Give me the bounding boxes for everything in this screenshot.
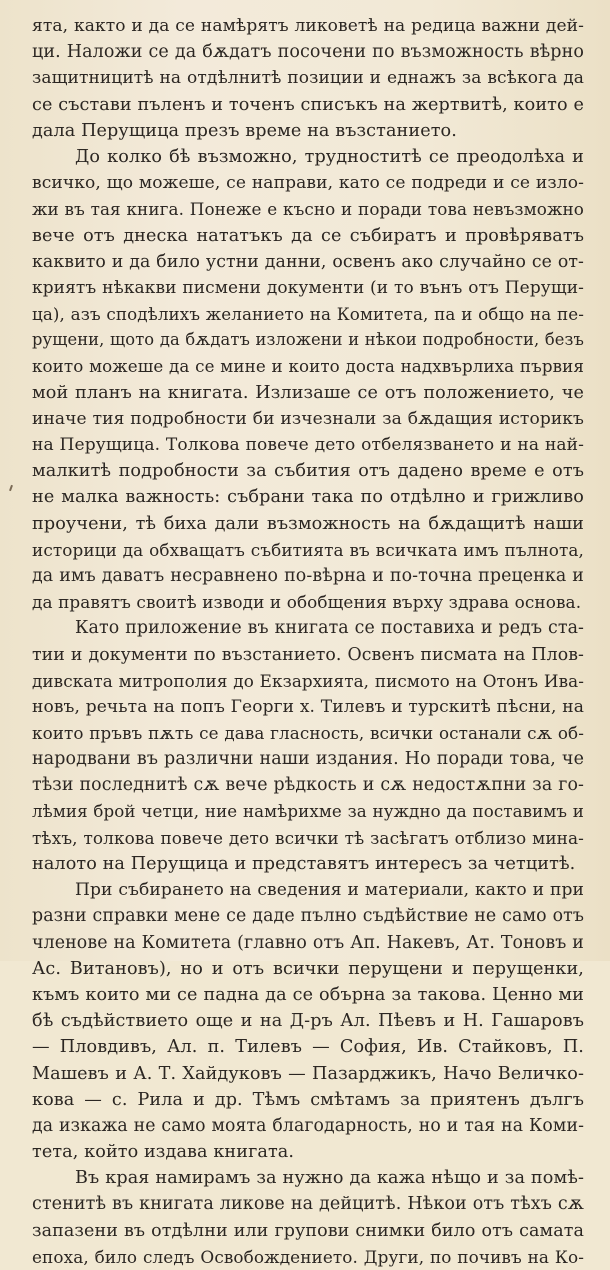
text-line: кова — с. Рила и др. Тѣмъ смѣтамъ за приятенъ дългъ	[32, 1089, 584, 1110]
text-line: мой планъ на книгата. Излизаше се отъ положението, че	[32, 382, 584, 403]
text-line: тѣхъ, толкова повече дето всички тѣ засѣгатъ отблизо мина-	[32, 827, 584, 848]
text-line: ци. Наложи се да бѫдатъ посочени по възможность вѣрно	[32, 42, 584, 63]
text-line: не малка важность: събрани така по отдѣлно и грижливо	[32, 487, 584, 508]
text-line: да правятъ своитѣ изводи и обобщения върху здрава основа.	[32, 592, 582, 613]
text-line: лѣмия брой четци, ние намѣрихме за нуждно да поставимъ и	[32, 801, 584, 821]
text-line: на Перущица. Толкова повече дето отбелязването и на най-	[32, 435, 584, 455]
text-line: стенитѣ въ книгата ликове на дейцитѣ. Нѣкои отъ тѣхъ сѫ	[32, 1194, 584, 1215]
text-line: Въ края намирамъ за нужно да кажа нѣщо и за помѣ-	[75, 1168, 584, 1189]
text-line: Като приложение въ книгата се поставиха и редъ ста-	[75, 618, 584, 639]
text-line: тета, който издава книгата.	[32, 1142, 295, 1163]
text-line: къмъ които ми се падна да се обърна за такова. Ценно ми	[32, 984, 584, 1005]
text-line: вече отъ днеска нататъкъ да се събиратъ и провѣряватъ	[32, 225, 584, 246]
text-line: малкитѣ подробности за събития отъ дадено време е отъ	[32, 461, 584, 482]
text-line: да изкажа не само моята благодарность, но и тая на Коми-	[32, 1115, 584, 1136]
page-text	[32, 13, 584, 1270]
text-line: жи въ тая книга. Понеже е късно и поради това невъзможно	[32, 199, 584, 220]
text-line: рущени, щото да бѫдатъ изложени и нѣкои подробности, безъ	[32, 330, 584, 350]
text-line: епоха, било следъ Освобождението. Други, по почивъ на Ко-	[32, 1246, 584, 1267]
text-line: криятъ нѣкакви писмени документи (и то вънъ отъ Перущи-	[32, 277, 584, 298]
text-line: бѣ съдѣйствието още и на Д-ръ Ал. Пѣевъ и Н. Гашаровъ	[32, 1011, 584, 1032]
text-line: да имъ даватъ несравнено по-вѣрна и по-точна преценка и	[32, 565, 584, 586]
text-line: дала Перущица презъ време на възстанието.	[32, 120, 457, 141]
text-line: — Пловдивъ, Ал. п. Тилевъ — София, Ив. Стайковъ, П.	[32, 1037, 584, 1058]
text-line: иначе тия подробности би изчезнали за бѫдащия историкъ	[32, 408, 584, 429]
text-line: всичко, що можеше, се направи, като се подреди и се изло-	[32, 173, 584, 194]
text-line: ца), азъ сподѣлихъ желанието на Комитета, па и общо на пе-	[32, 304, 584, 325]
text-line: Ас. Витановъ), но и отъ всички перущени и перущенки,	[32, 958, 584, 979]
text-line: налото на Перущица и представятъ интересъ за четцитѣ.	[32, 854, 576, 874]
text-line: народвани въ различни наши издания. Но поради това, че	[32, 749, 584, 770]
text-line: се състави пъленъ и точенъ списъкъ на жертвитѣ, които е	[32, 94, 584, 115]
text-line: запазени въ отдѣлни или групови снимки било отъ самата	[32, 1220, 584, 1241]
text-line: ята, както и да се намѣрятъ ликоветѣ на редица важни дей-	[32, 16, 584, 36]
text-line: които пръвъ пѫть се дава гласность, всички останали сѫ об-	[32, 723, 584, 744]
text-line: новъ, речьта на попъ Георги х. Тилевъ и турскитѣ пѣсни, на	[32, 696, 584, 717]
text-line: тѣзи последнитѣ сѫ вече рѣдкость и сѫ недостѫпни за го-	[32, 775, 584, 796]
text-line: Машевъ и А. Т. Хайдуковъ — Пазарджикъ, Начо Величко-	[32, 1063, 584, 1084]
text-line: членове на Комитета (главно отъ Ап. Накевъ, Ат. Тоновъ и	[32, 932, 584, 953]
text-line: разни справки мене се даде пълно съдѣйствие не само отъ	[32, 906, 584, 927]
text-line: тии и документи по възстанието. Освенъ писмата на Плов-	[32, 644, 584, 665]
text-line: които можеше да се мине и които доста надхвърлиха първия	[32, 356, 584, 377]
text-line: дивската митрополия до Екзархията, писмото на Отонъ Ива-	[32, 670, 584, 691]
margin-mark	[9, 485, 13, 491]
text-line: проучени, тѣ биха дали възможность на бѫдащитѣ наши	[32, 513, 584, 534]
text-line: До колко бѣ възможно, трудноститѣ се преодолѣха и	[75, 146, 584, 167]
text-line: защитницитѣ на отдѣлнитѣ позиции и еднажъ за всѣкога да	[32, 68, 584, 89]
text-line: каквито и да било устни данни, освенъ ако случайно се от-	[32, 251, 584, 272]
text-line: При събирането на сведения и материали, както и при	[75, 880, 584, 901]
text-line: историци да обхващатъ събитията въ всичката имъ пълнота,	[32, 539, 584, 560]
